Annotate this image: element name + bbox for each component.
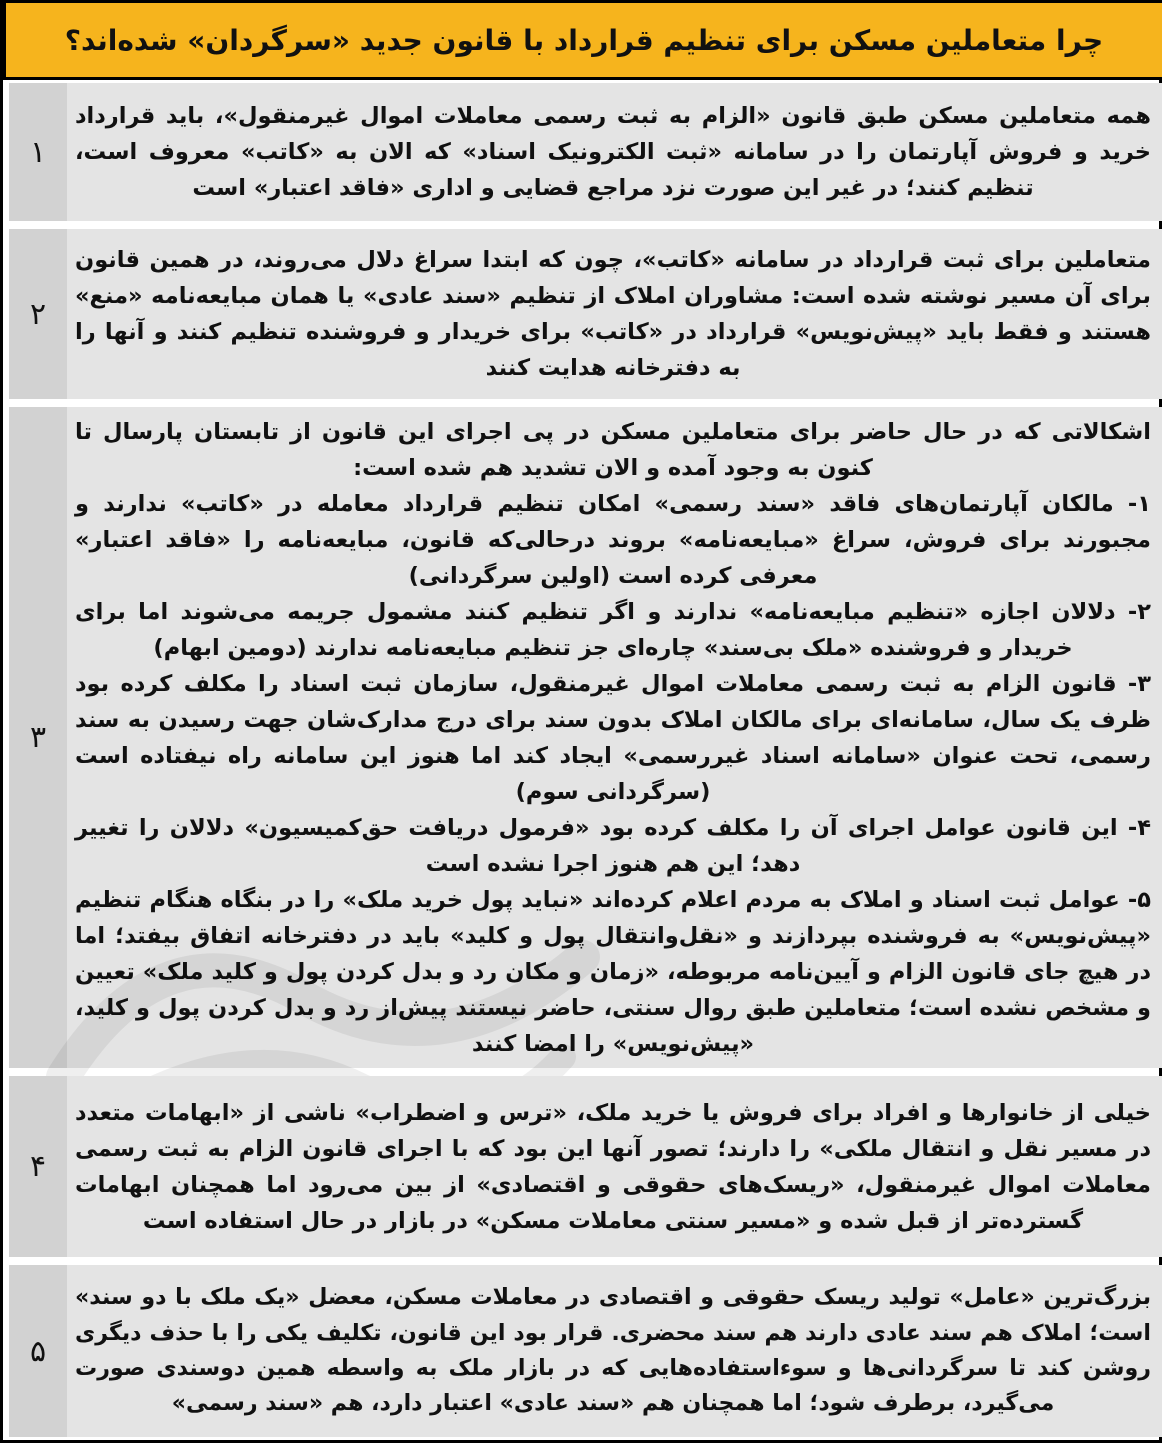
row-item-4: ۴- این قانون عوامل اجرای آن را مکلف کرده بود «فرمول دریافت حق‌کمیسیون» دلالان را تغییر دهد؛ این هم هنوز اجرا نشده است <box>75 814 1151 877</box>
table-row-2 <box>3 229 1162 399</box>
row-number: ۲ <box>9 229 67 399</box>
row-number: ۵ <box>9 1265 67 1437</box>
row-text-cell <box>67 229 1162 399</box>
row-item-1: ۱- مالکان آپارتمان‌های فاقد «سند رسمی» امکان تنظیم قرارداد معامله در «کاتب» ندارند و مجبورند برای فروش، سراغ «مبایعه‌نامه» بروند درحالی‌که قانون، مبایعه‌نامه را «فاقد اعتبار» معرفی کرده است (اولین سرگردانی) <box>75 490 1151 589</box>
row-paragraph: بزرگ‌ترین «عامل» تولید ریسک حقوقی و اقتصادی در معاملات مسکن، معضل «یک ملک با دو سند» است؛ املاک هم سند عادی دارند هم سند محضری. قرار بود این قانون، تکلیف یکی را با حذف دیگری روشن کند تا سرگردانی‌ها و سوءاستفاده‌هایی که در بازار ملک به واسطه همین دوسندی صورت می‌گیرد، برطرف شود؛ اما همچنان هم «سند عادی» اعتبار دارد، هم «سند رسمی» <box>75 1284 1151 1417</box>
row-item-3: ۳- قانون الزام به ثبت رسمی معاملات اموال غیرمنقول، سازمان ثبت اسناد را مکلف کرده بود ظرف یک سال، سامانه‌ای برای مالکان املاک بدون سند برای درج مدارک‌شان جهت رسیدن به سند رسمی، تحت عنوان «سامانه اسناد غیررسمی» ایجاد کند اما هنوز این سامانه راه نیفتاده است (سرگردانی سوم) <box>75 670 1151 805</box>
table-title: چرا متعاملین مسکن برای تنظیم قرارداد با قانون جدید «سرگردان» شده‌اند؟ <box>64 23 1104 57</box>
row-number: ۱ <box>9 83 67 221</box>
table-row-3 <box>3 407 1162 1068</box>
row-item-2: ۲- دلالان اجازه «تنظیم مبایعه‌نامه» ندارند و اگر تنظیم کنند مشمول جریمه می‌شوند اما برای خریدار و فروشنده «ملک بی‌سند» چاره‌ای جز تنظیم مبایعه‌نامه ندارند (دومین ابهام) <box>75 598 1151 661</box>
row-text-cell <box>67 407 1162 1068</box>
row-text-cell <box>67 83 1162 221</box>
table-row-1 <box>3 83 1162 221</box>
row-number: ۴ <box>9 1076 67 1257</box>
table-header <box>3 0 1162 80</box>
table-row-4 <box>3 1076 1162 1257</box>
row-item-5: ۵- عوامل ثبت اسناد و املاک به مردم اعلام کرده‌اند «نباید پول خرید ملک» را در بنگاه هنگام تنظیم «پیش‌نویس» به فروشنده بپردازند و «نقل‌وانتقال پول و کلید» باید در دفترخانه اتفاق بیفتد؛ اما در هیچ جای قانون الزام و آیین‌نامه مربوطه، «زمان و مکان رد و بدل کردن پول و کلید ملک» تعیین و مشخص نشده است؛ متعاملین طبق روال سنتی، حاضر نیستند پیش‌از رد و بدل کردن پول و کلید، «پیش‌نویس» را امضا کنند <box>75 886 1151 1057</box>
row-number: ۳ <box>9 407 67 1068</box>
row-paragraph: همه متعاملین مسکن طبق قانون «الزام به ثبت رسمی معاملات اموال غیرمنقول»، باید قرارداد خرید و فروش آپارتمان را در سامانه «ثبت الکترونیک اسناد» که الان به «کاتب» معروف است، تنظیم کنند؛ در غیر این صورت نزد مراجع قضایی و اداری «فاقد اعتبار» است <box>75 103 1151 201</box>
row-paragraph: متعاملین برای ثبت قرارداد در سامانه «کاتب»، چون که ابتدا سراغ دلال می‌روند، در همین قانون برای آن مسیر نوشته شده است: مشاوران املاک از تنظیم «سند عادی» یا همان مبایعه‌نامه «منع» هستند و فقط باید «پیش‌نویس» قرارداد در «کاتب» برای خریدار و فروشنده تنظیم کنند و آنها را به دفترخانه هدایت کنند <box>75 247 1151 381</box>
row-text-cell <box>67 1265 1162 1437</box>
row-intro-paragraph: اشکالاتی که در حال حاضر برای متعاملین مسکن در پی اجرای این قانون از تابستان پارسال تا کنون به وجود آمده و الان تشدید هم شده است: <box>75 418 1151 481</box>
table-row-5 <box>3 1265 1162 1437</box>
row-paragraph: خیلی از خانوارها و افراد برای فروش یا خرید ملک، «ترس و اضطراب» ناشی از «ابهامات متعدد در مسیر نقل و انتقال ملکی» را دارند؛ تصور آنها این بود که با اجرای قانون الزام به ثبت رسمی معاملات اموال غیرمنقول، «ریسک‌های حقوقی و اقتصادی» از بین می‌رود اما همچنان ابهامات گسترده‌تر از قبل شده و «مسیر سنتی معاملات مسکن» در بازار در حال استفاده است <box>75 1099 1151 1234</box>
row-text-cell <box>67 1076 1162 1257</box>
